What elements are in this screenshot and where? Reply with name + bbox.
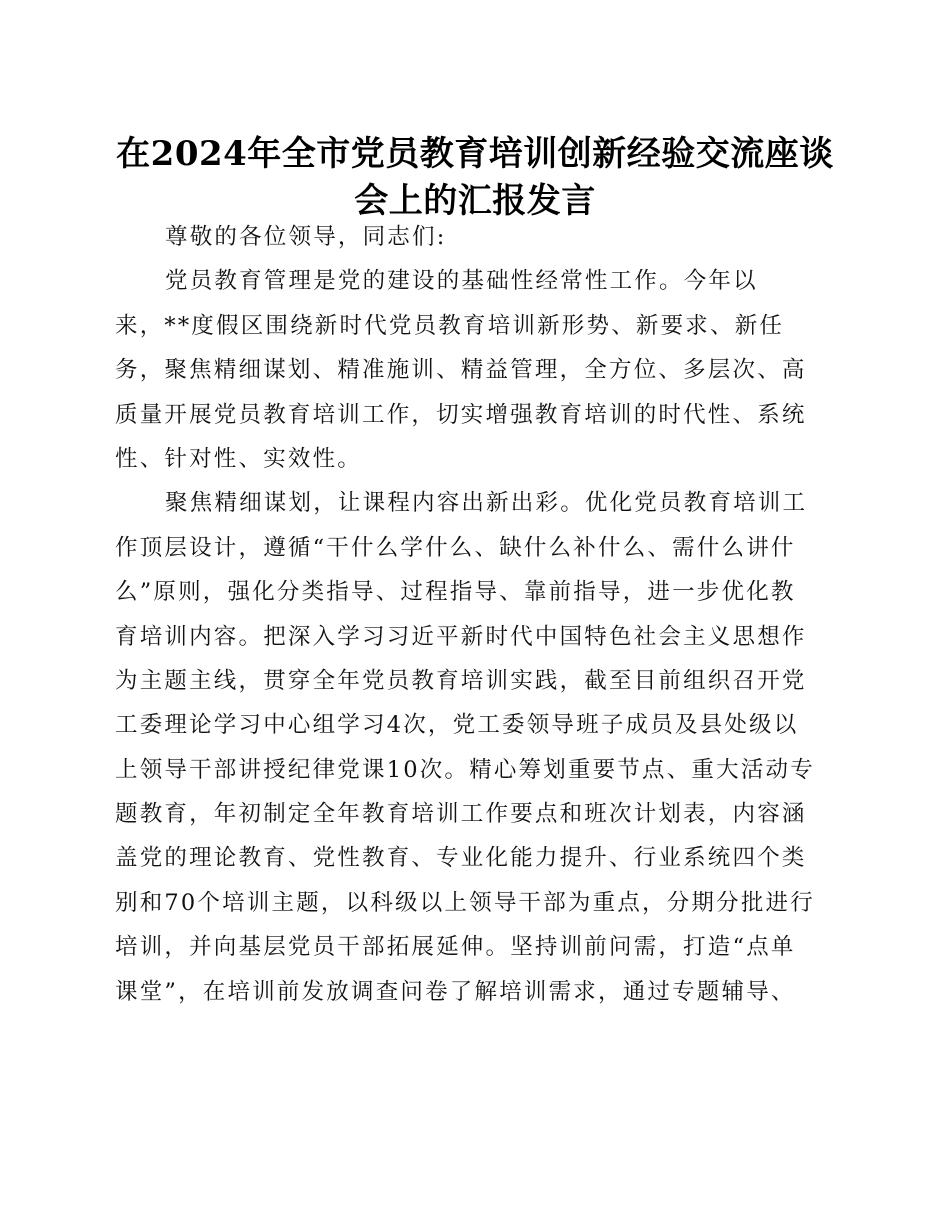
body-line: 题教育，年初制定全年教育培训工作要点和班次计划表，内容涵 xyxy=(115,801,807,828)
title-line-1: 在2024年全市党员教育培训创新经验交流座谈 xyxy=(116,134,834,174)
body-line: 党员教育管理是党的建设的基础性经常性工作。今年以 xyxy=(165,268,758,295)
body-line: 盖党的理论教育、党性教育、专业化能力提升、行业系统四个类 xyxy=(115,845,807,872)
body-line: 性、针对性、实效性。 xyxy=(115,445,363,472)
body-line: 别和70个培训主题，以科级以上领导干部为重点，分期分批进行 xyxy=(115,889,815,916)
salutation: 尊敬的各位领导，同志们: xyxy=(165,224,447,250)
document-body xyxy=(115,215,835,1014)
body-line: 课堂”，在培训前发放调查问卷了解培训需求，通过专题辅导、 xyxy=(115,978,796,1005)
title-line-2: 会上的汇报发言 xyxy=(354,181,596,221)
body-line: 么”原则，强化分类指导、过程指导、靠前指导，进一步优化教 xyxy=(115,579,796,606)
body-line: 聚焦精细谋划，让课程内容出新出彩。优化党员教育培训工 xyxy=(165,490,808,517)
body-line: 务，聚焦精细谋划、精准施训、精益管理，全方位、多层次、高 xyxy=(115,357,807,384)
body-line: 培训，并向基层党员干部拓展延伸。坚持训前问需，打造“点单 xyxy=(115,934,796,961)
body-line: 来，**度假区围绕新时代党员教育培训新形势、新要求、新任 xyxy=(115,312,785,339)
body-line: 育培训内容。把深入学习习近平新时代中国特色社会主义思想作 xyxy=(115,623,807,650)
body-line: 作顶层设计，遵循“干什么学什么、缺什么补什么、需什么讲什 xyxy=(115,534,796,561)
body-line: 上领导干部讲授纪律党课10次。精心筹划重要节点、重大活动专 xyxy=(115,756,815,783)
body-line: 质量开展党员教育培训工作，切实增强教育培训的时代性、系统 xyxy=(115,401,807,428)
body-line: 工委理论学习中心组学习4次，党工委领导班子成员及县处级以 xyxy=(115,712,799,739)
document-title xyxy=(110,131,840,225)
body-line: 为主题主线，贯穿全年党员教育培训实践，截至目前组织召开党 xyxy=(115,667,807,694)
